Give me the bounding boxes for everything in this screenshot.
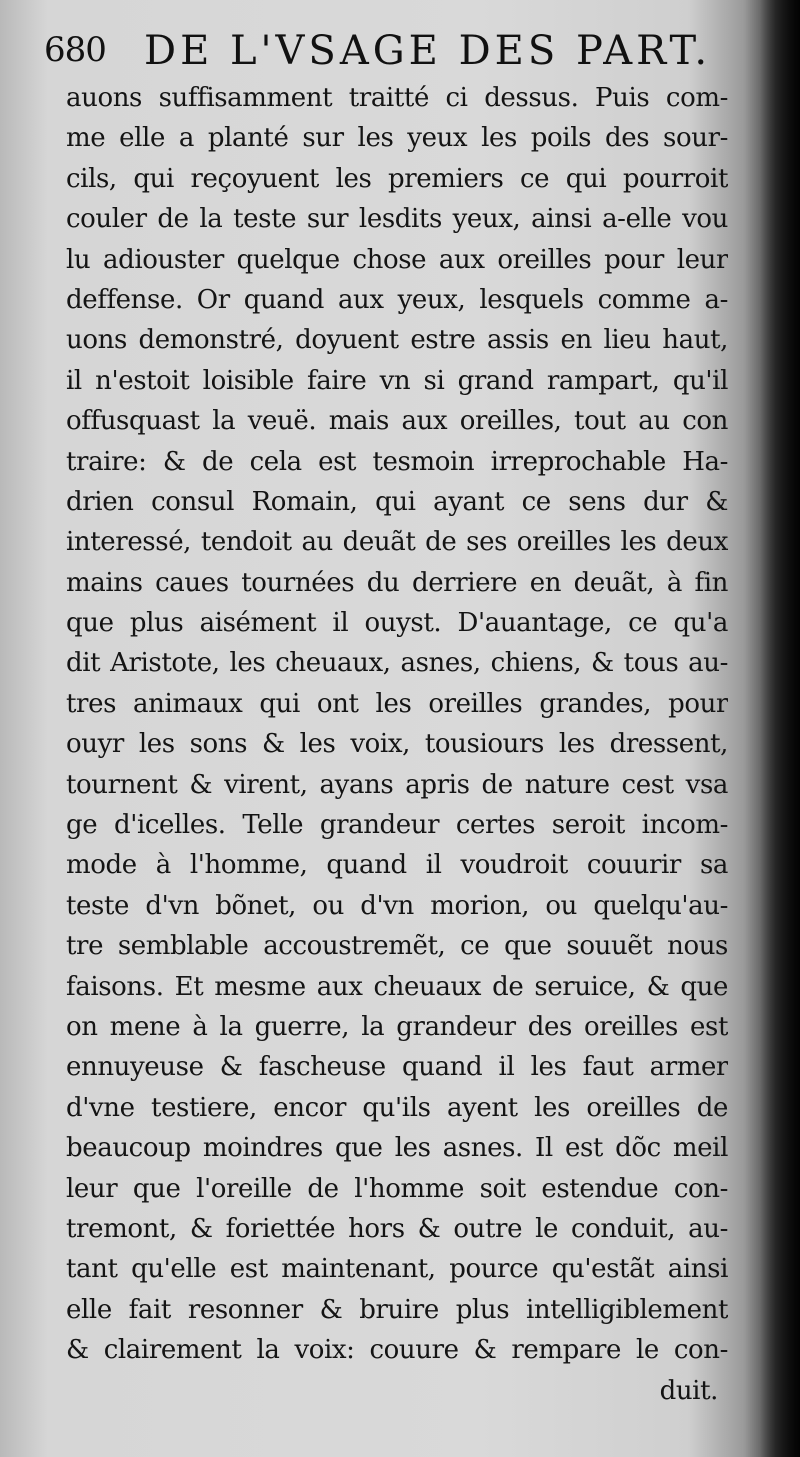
text-line: ge d'icelles. Telle grandeur certes seroit incom-: [66, 810, 728, 841]
text-line: ouyr les sons & les voix, tousiours les dressent,: [66, 729, 728, 760]
text-line: beaucoup moindres que les asnes. Il est dõc meil: [66, 1133, 728, 1164]
page-header: [44, 18, 734, 78]
text-line: tremont, & foriettée hors & outre le conduit, au-: [66, 1213, 728, 1244]
text-line: me elle a planté sur les yeux les poils des sour-: [66, 123, 728, 154]
text-line: teste d'vn bõnet, ou d'vn morion, ou quelqu'au-: [66, 890, 728, 921]
text-line: auons suffisamment traitté ci dessus. Puis com-: [66, 83, 728, 113]
text-line: & clairement la voix: couure & rempare le con-: [66, 1335, 728, 1366]
text-line: deffense. Or quand aux yeux, lesquels comme a-: [66, 284, 728, 315]
text-line: lu adiouster quelque chose aux oreilles pour leur: [66, 244, 728, 275]
catchword: duit.: [659, 1375, 718, 1406]
body-text: [66, 78, 728, 1411]
text-line: que plus aisément il ouyst. D'auantage, ce qu'a: [66, 608, 728, 639]
text-line: mode à l'homme, quand il voudroit couurir sa: [66, 850, 728, 881]
text-line: tre semblable accoustremẽt, ce que souuẽt nous: [66, 931, 728, 962]
binding-gutter-shadow: [760, 0, 800, 1457]
text-line: tournent & virent, ayans apris de nature cest vsa: [66, 769, 728, 800]
text-line: tant qu'elle est maintenant, pource qu'estãt ainsi: [66, 1254, 728, 1285]
text-line: cils, qui reçoyuent les premiers ce qui pourroit: [66, 163, 728, 194]
text-line: elle fait resonner & bruire plus intelligiblement: [66, 1294, 728, 1325]
page-number: 680: [44, 30, 106, 70]
text-line: interessé, tendoit au deuãt de ses oreilles les deux: [66, 527, 728, 558]
text-line: ennuyeuse & fascheuse quand il les faut armer: [66, 1052, 728, 1083]
running-title: DE L'VSAGE DES PART.: [144, 28, 712, 74]
text-line: couler de la teste sur lesdits yeux, ainsi a-elle vou: [66, 204, 728, 235]
text-line: tres animaux qui ont les oreilles grandes, pour: [66, 688, 728, 719]
text-line: traire: & de cela est tesmoin irreprochable Ha-: [66, 446, 728, 477]
text-line: on mene à la guerre, la grandeur des oreilles est: [66, 1011, 728, 1042]
text-line: leur que l'oreille de l'homme soit estendue con-: [66, 1173, 728, 1204]
text-line: mains caues tournées du derriere en deuãt, à fin: [66, 567, 728, 598]
text-line: drien consul Romain, qui ayant ce sens dur &: [66, 486, 728, 517]
text-line: d'vne testiere, encor qu'ils ayent les oreilles de: [66, 1092, 728, 1123]
text-line: uons demonstré, doyuent estre assis en lieu haut,: [66, 325, 728, 356]
text-line: il n'estoit loisible faire vn si grand rampart, qu'il: [66, 365, 728, 396]
text-line: faisons. Et mesme aux cheuaux de seruice, & que: [66, 971, 728, 1002]
text-line: dit Aristote, les cheuaux, asnes, chiens, & tous au-: [66, 648, 728, 679]
text-line: offusquast la veuë. mais aux oreilles, tout au con: [66, 406, 728, 437]
